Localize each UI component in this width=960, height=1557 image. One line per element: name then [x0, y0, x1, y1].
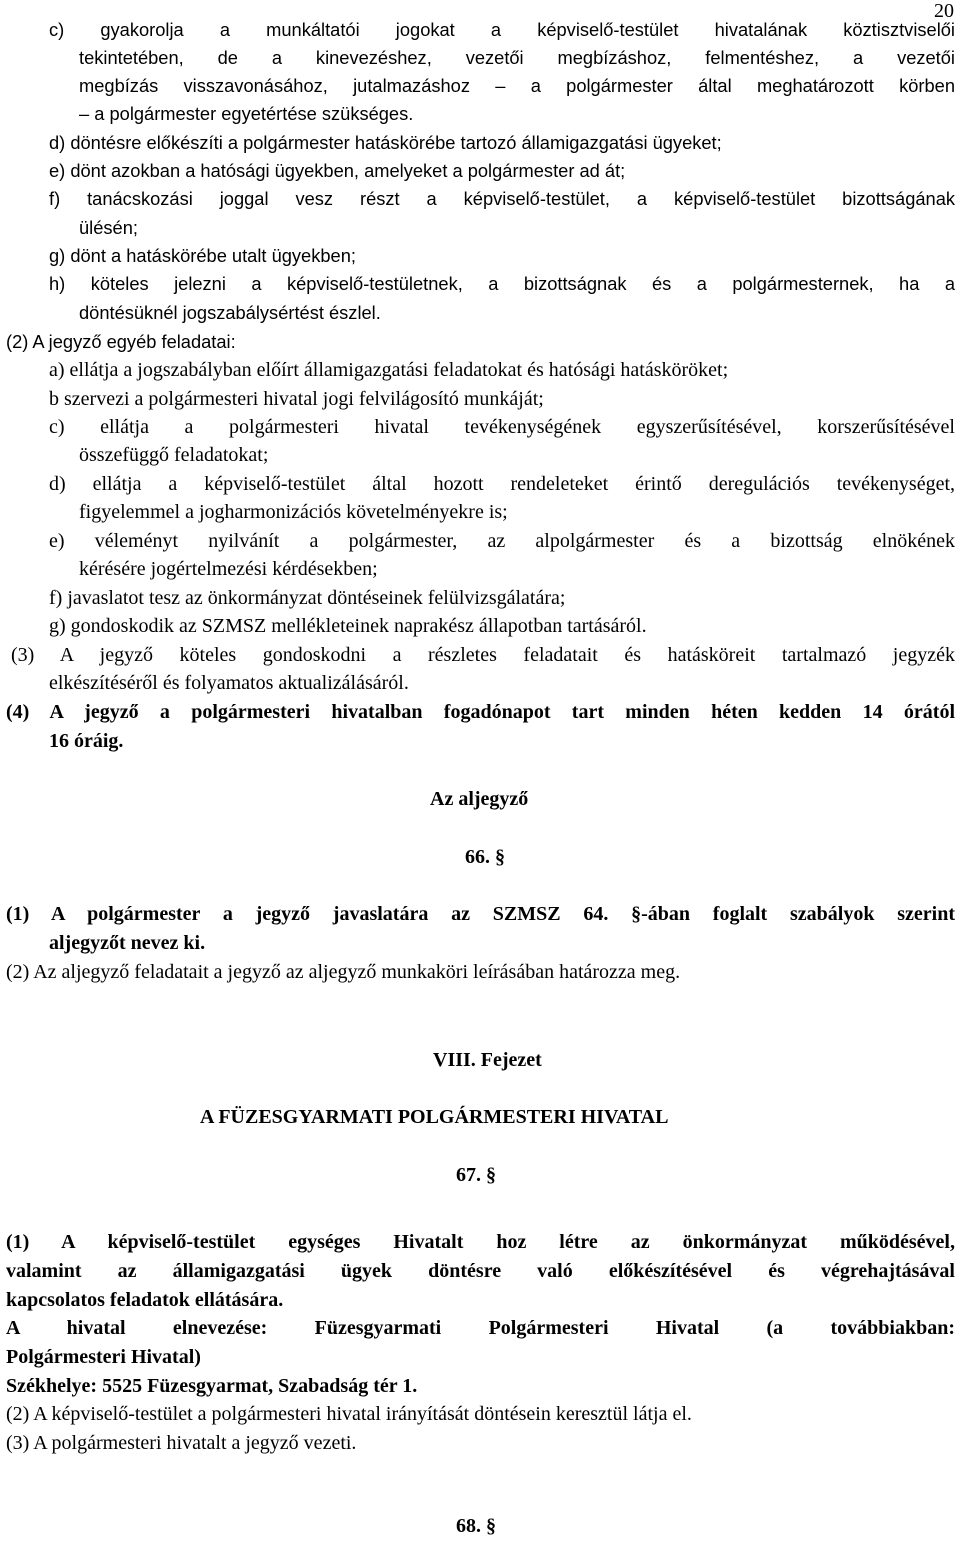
section-68-title: 68. §	[456, 1515, 496, 1537]
list2-item-b: b szervezi a polgármesteri hivatal jogi felvilágosító munkáját;	[49, 388, 544, 410]
section-67-para2: (2) A képviselő-testület a polgármesteri hivatal irányítását döntésein keresztül látja el.	[6, 1403, 692, 1425]
section-67-seat: Székhelye: 5525 Füzesgyarmat, Szabadság tér 1.	[6, 1375, 418, 1397]
section-66-para2: (2) Az aljegyző feladatait a jegyző az aljegyző munkaköri leírásában határozza meg.	[6, 961, 681, 983]
list-item-f-line2: ülésén;	[79, 217, 138, 238]
list-item-c-line4: – a polgármester egyetértése szükséges.	[79, 103, 414, 124]
list-item-e: e) dönt azokban a hatósági ügyekben, amelyeket a polgármester ad át;	[49, 160, 626, 181]
list2-item-d-line1: d) ellátja a képviselő-testület által hozott rendeleteket érintő deregulációs tevékenységet,	[49, 473, 955, 495]
list-item-c-line1: c) gyakorolja a munkáltatói jogokat a képviselő-testület hivatalának köztisztviselői	[49, 19, 955, 40]
chapter-subtitle: A FÜZESGYARMATI POLGÁRMESTERI HIVATAL	[200, 1106, 669, 1128]
section-66-para1-line2: aljegyzőt nevez ki.	[49, 932, 206, 954]
section-67-para1-line3: kapcsolatos feladatok ellátására.	[6, 1289, 284, 1311]
list-item-c-line3: megbízás visszavonásához, jutalmazáshoz – a polgármester által meghatározott körben	[79, 75, 955, 96]
list-item-g: g) dönt a hatáskörébe utalt ügyekben;	[49, 245, 356, 266]
paragraph-4-line1: (4) A jegyző a polgármesteri hivatalban fogadónapot tart minden héten kedden 14 órától	[6, 701, 955, 723]
aljegyzo-heading: Az aljegyző	[430, 788, 529, 810]
section-66-title: 66. §	[465, 846, 505, 868]
list2-item-g: g) gondoskodik az SZMSZ mellékleteinek naprakész állapotban tartásáról.	[49, 615, 647, 637]
section-67-name-line1: A hivatal elnevezése: Füzesgyarmati Polgármesteri Hivatal (a továbbiakban:	[6, 1317, 955, 1339]
list-item-h-line1: h) köteles jelezni a képviselő-testületnek, a bizottságnak és a polgármesternek, ha a	[49, 273, 955, 294]
list-item-h-line2: döntésüknél jogszabálysértést észlel.	[79, 302, 381, 323]
list2-item-c-line2: összefüggő feladatokat;	[79, 444, 269, 466]
list2-item-e-line1: e) véleményt nyilvánít a polgármester, az alpolgármester és a bizottság elnökének	[49, 530, 955, 552]
list2-item-e-line2: kérésére jogértelmezési kérdésekben;	[79, 558, 378, 580]
list-item-c-line2: tekintetében, de a kinevezéshez, vezetői megbízáshoz, felmentéshez, a vezetői	[79, 47, 955, 68]
list-item-f-line1: f) tanácskozási joggal vesz részt a képviselő-testület, a képviselő-testület bizottságának	[49, 188, 955, 209]
page-number: 20	[934, 0, 954, 22]
list2-item-f: f) javaslatot tesz az önkormányzat döntéseinek felülvizsgálatára;	[49, 587, 566, 609]
section-66-para1-line1: (1) A polgármester a jegyző javaslatára az SZMSZ 64. §-ában foglalt szabályok szerint	[6, 903, 955, 925]
section-67-name-line2: Polgármesteri Hivatal)	[6, 1346, 201, 1368]
list2-item-c-line1: c) ellátja a polgármesteri hivatal tevékenységének egyszerűsítésével, korszerűsítésével	[49, 416, 955, 438]
section-67-para1-line2: valamint az államigazgatási ügyek döntésre való előkészítésével és végrehajtásával	[6, 1260, 955, 1282]
list2-item-a: a) ellátja a jogszabályban előírt államigazgatási feladatokat és hatósági hatásköröket;	[49, 359, 729, 381]
paragraph-3-line2: elkészítéséről és folyamatos aktualizálásáról.	[49, 672, 409, 694]
paragraph-2-heading: (2) A jegyző egyéb feladatai:	[6, 331, 236, 352]
paragraph-3-line1: (3) A jegyző köteles gondoskodni a részletes feladatait és hatásköreit tartalmazó jegyzék	[11, 644, 955, 666]
section-67-title: 67. §	[456, 1164, 496, 1186]
list-item-d: d) döntésre előkészíti a polgármester hatáskörébe tartozó államigazgatási ügyeket;	[49, 132, 722, 153]
section-67-para1-line1: (1) A képviselő-testület egységes Hivatalt hoz létre az önkormányzat működésével,	[6, 1231, 955, 1253]
paragraph-4-line2: 16 óráig.	[49, 730, 124, 752]
chapter-title: VIII. Fejezet	[433, 1049, 542, 1071]
list2-item-d-line2: figyelemmel a jogharmonizációs követelményekre is;	[79, 501, 508, 523]
section-67-para3: (3) A polgármesteri hivatalt a jegyző vezeti.	[6, 1432, 357, 1454]
